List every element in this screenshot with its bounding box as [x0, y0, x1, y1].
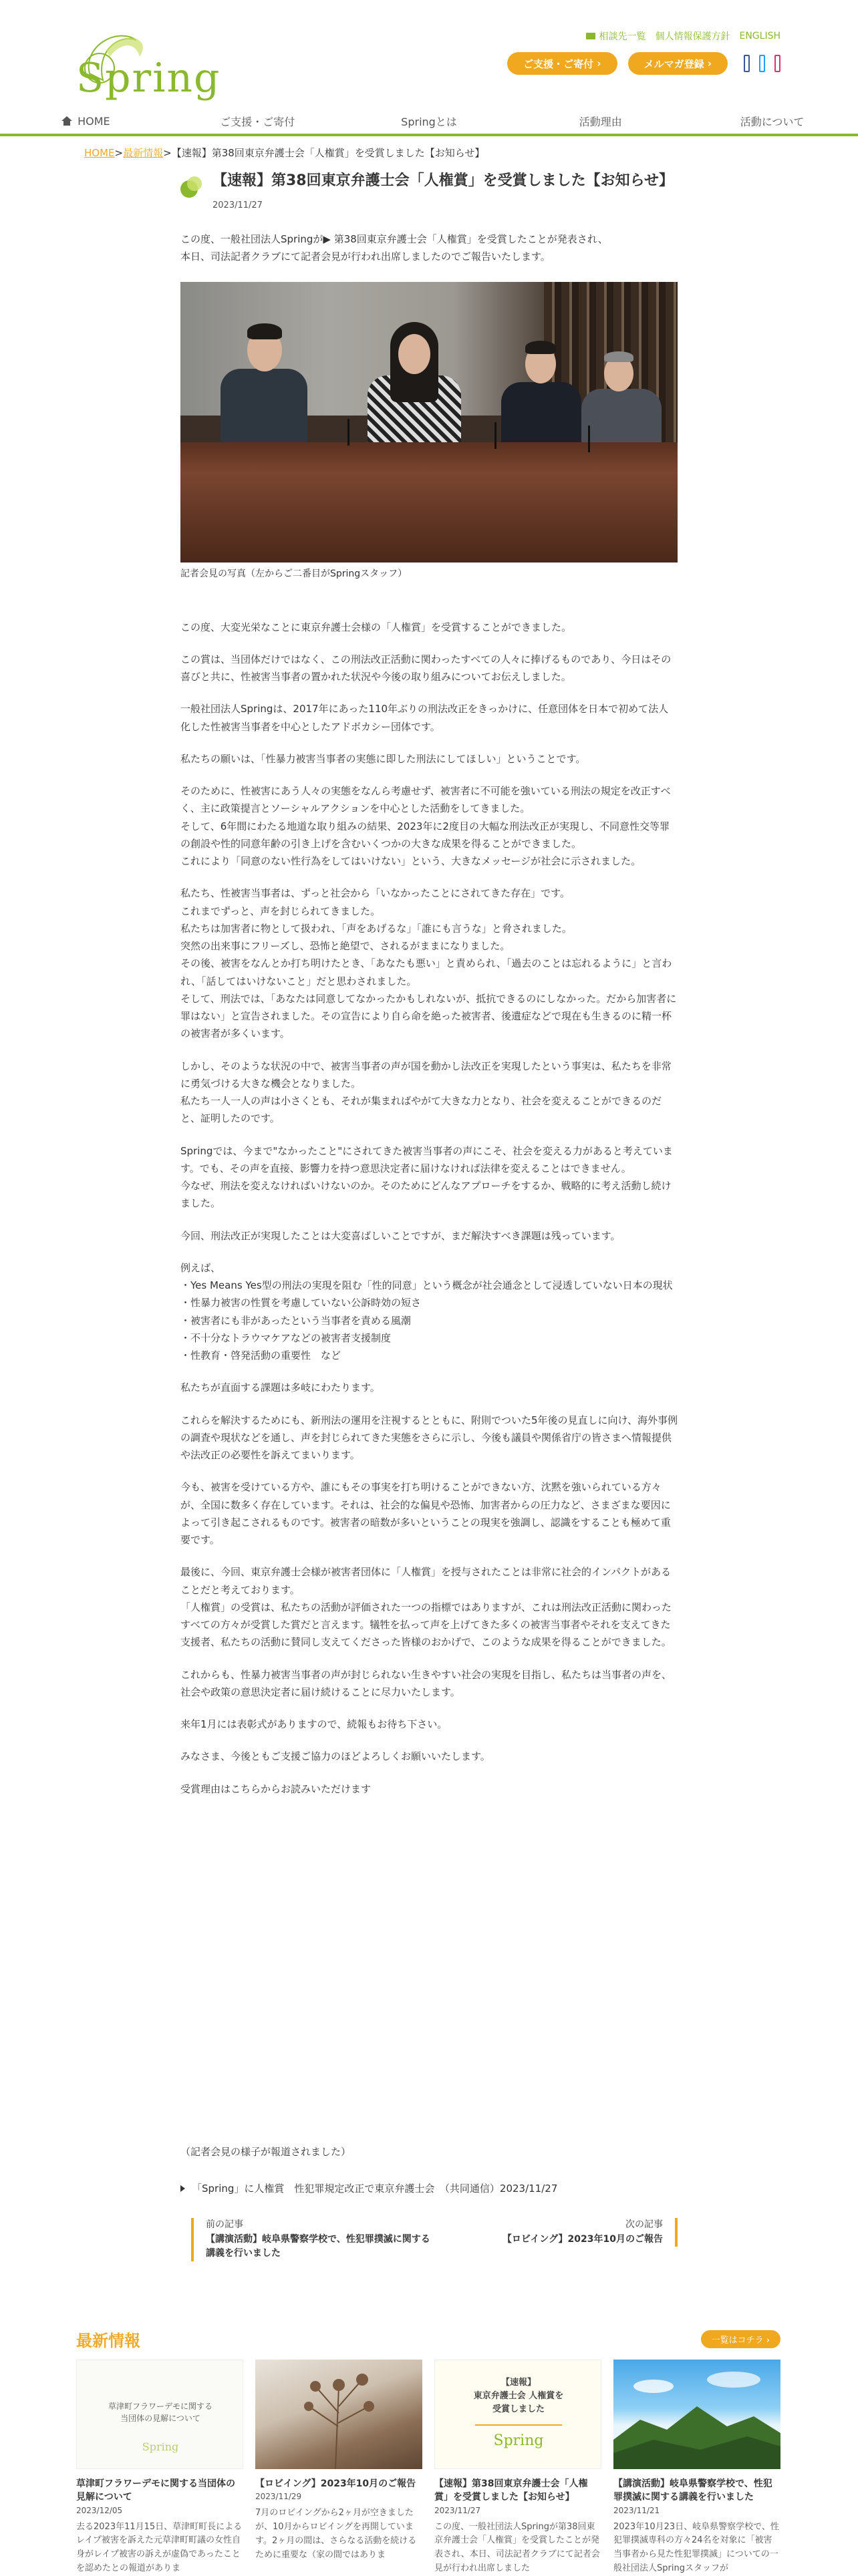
body-paragraph: みなさま、今後ともご支援ご協力のほどよろしくお願いいたします。 — [180, 1750, 490, 1763]
article-body — [180, 619, 678, 1798]
logo-text: Spring — [76, 55, 221, 102]
breadcrumb-news[interactable]: 最新情報 — [123, 147, 164, 159]
body-paragraph: 一般社団法人Springは、2017年にあった110年ぶりの刑法改正をきっかけに、任意団体を日本で初めて法人化した性被害当事者を中心としたアドボカシー団体です。 — [180, 703, 669, 733]
breadcrumb: HOME>最新情報>【速報】第38回東京弁護士会「人権賞」を受賞しました【お知らせ】 — [84, 147, 485, 159]
twitter-icon[interactable] — [759, 55, 765, 72]
award-reason-link[interactable]: 受賞理由はこちらからお読みいただけます — [180, 1782, 372, 1795]
body-paragraph: 例えば、 ・Yes Means Yes型の刑法の実現を阻む「性的同意」という概念が社会通念として浸透していない日本の現状 ・性暴力被害の性質を考慮していない公訴時効の短さ ・被害者にも非があったという当事者を責める風潮 ・不十分なトラウマケアなどの被害者支援制度 ・性教育・啓発活動の重要性 など — [180, 1261, 673, 1361]
nav-item-about[interactable]: Springとは — [401, 115, 457, 128]
body-paragraph: 最後に、今回、東京弁護士会様が被害者団体に「人権賞」を授与されたことは非常に社会的インパクトがあることだと考えております。 「人権賞」の受賞は、私たちの活動が評価された一つの指標ではありますが、これは刑法改正活動に関わったすべての方々が受賞した賞だと言えます。犠牲を払って声を上げてきた多くの被害当事者やそれを支えてきた支援者、私たちの活動に賛同し支えてくださった皆様のおかげで、このような成果を得ることができました。 — [180, 1566, 672, 1649]
mail-icon — [586, 33, 595, 39]
body-paragraph: 私たちの願いは、「性暴力被害当事者の実態に即した刑法にしてほしい」ということです。 — [180, 752, 586, 765]
related-news-link[interactable]: 「Spring」に人権賞 性犯罪規定改正で東京弁護士会 （共同通信）2023/11/27 — [180, 2181, 678, 2195]
prev-article-link[interactable]: 前の記事 【講演活動】岐阜県警察学校で、性犯罪撲滅に関する講義を行いました — [191, 2218, 432, 2261]
news-section-title: 最新情報 — [76, 2331, 140, 2350]
body-paragraph: 今回、刑法改正が実現したことは大変喜ばしいことですが、まだ解決すべき課題は残っています。 — [180, 1229, 621, 1242]
triangle-right-icon — [180, 2185, 185, 2192]
body-paragraph: 私たち、性被害当事者は、ずっと社会から「いなかったことにされてきた存在」です。 これまでずっと、声を封じられてきました。 私たちは加害者に物として扱われ、「声をあげるな」「誰にも言うな」と脅されました。 突然の出来事にフリーズし、恐怖と絶望で、されるがままになりました。 その後、被害をなんとか打ち明けたとき、「あなたも悪い」と責められ、「過去のことは忘れるように」と言われ、「話してはいけないこと」だと思わされました。 そして、刑法では、「あなたは同意してなかったかもしれないが、抵抗できるのにしなかった。だから加害者に罪はない」と宣告されました。その宣告により自ら命を絶った被害者、後遺症などで現在も生きるのに精一杯の被害者が多くいます。 — [180, 887, 677, 1040]
next-article-link[interactable]: 次の記事 【ロビイング】2023年10月のご報告 — [477, 2218, 678, 2247]
article-date: 2023/11/27 — [212, 200, 263, 210]
global-nav — [0, 108, 858, 136]
donate-button[interactable]: ご支援・ご寄付 › — [507, 52, 617, 75]
title-bubble-icon — [180, 176, 203, 199]
body-paragraph: これらを解決するためにも、新刑法の運用を注視するとともに、附則でついた5年後の見直しに向け、海外事例の調査や現状などを通し、声を封じられてきた実態をさらに示し、今後も議員や関係省庁の皆さまへ情報提供や法改正の必要性を訴えてまいります。 — [180, 1414, 678, 1461]
news-card[interactable]: 【講演活動】岐阜県警察学校で、性犯罪撲滅に関する講義を行いました 2023/11/21 2023年10月23日、岐阜県警察学校で、性犯罪撲滅専科の方々24名を対象に「被害当事者から見た性犯罪撲滅」についての一般社団法人Springスタッフが — [613, 2360, 780, 2566]
util-link-english[interactable]: ENGLISH — [739, 31, 780, 41]
press-conference-photo — [180, 282, 678, 562]
article-lead: この度、一般社団法人Springが▶ 第38回東京弁護士会「人権賞」を受賞したことが発表され、 本日、司法記者クラブにて記者会見が行われ出席しましたのでご報告いたします。 — [180, 233, 608, 263]
news-more-button[interactable]: 一覧はコチラ › — [701, 2330, 780, 2348]
news-section-header — [76, 2327, 780, 2349]
body-paragraph: 今も、被害を受けている方や、誰にもその事実を打ち明けることができない方、沈黙を強いられている方々が、全国に数多く存在しています。それは、社会的な偏見や恐怖、加害者からの圧力など、さまざまな要因によって引き起こされるものです。被害者の暗数が多いということの現実を強調し、認識をすることも極めて重要です。 — [180, 1481, 671, 1546]
news-thumb — [255, 2360, 422, 2469]
news-card[interactable]: 【速報】 東京弁護士会 人権賞を 受賞しました Spring 【速報】第38回東京弁護士会「人権賞」を受賞しました【お知らせ】 2023/11/27 この度、一般社団法人Springが第38回東京弁護士会「人権賞」を受賞したことが発表され、本日、司法記者クラブにて記者会見が行われ出席しました — [434, 2360, 601, 2566]
article-title: 【速報】第38回東京弁護士会「人権賞」を受賞しました【お知らせ】 — [212, 172, 674, 189]
press-note: （記者会見の様子が報道されました） — [180, 2146, 351, 2158]
nav-item-donate[interactable]: ご支援・ご寄付 — [220, 115, 295, 128]
utility-links — [586, 29, 780, 43]
facebook-icon[interactable] — [744, 55, 750, 72]
site-logo[interactable] — [76, 27, 230, 100]
body-paragraph: しかし、そのような状況の中で、被害当事者の声が国を動かし法改正を実現したという事実は、私たちを非常に勇気づける大きな機会となりました。 私たち一人一人の声は小さくとも、それが集まればやがて大きな力となり、社会を変えることができるのだと、証明したのです。 — [180, 1060, 672, 1125]
nav-item-activities[interactable]: 活動について — [740, 115, 805, 128]
util-link-privacy[interactable]: 個人情報保護方針 — [655, 31, 730, 42]
body-paragraph: そのために、性被害にあう人々の実態をなんら考慮せず、被害者に不可能を強いている刑法の規定を改正すべく、主に政策提言とソーシャルアクションを中心とした活動をしてきました。 そして、6年間にわたる地道な取り組みの結果、2023年に2度目の大幅な刑法改正が実現し、不同意性交等罪の創設や性的同意年齢の引き上げを含むいくつかの大きな成果を得ることができました。 これにより「同意のない性行為をしてはいけない」という、大きなメッセージが社会に示されました。 — [180, 785, 671, 867]
header-buttons — [507, 52, 780, 75]
breadcrumb-home[interactable]: HOME — [84, 147, 115, 159]
sns-links — [744, 55, 780, 72]
article-pager — [180, 2218, 678, 2258]
news-cards — [76, 2360, 780, 2573]
article — [180, 171, 678, 1812]
news-card[interactable]: 【ロビイング】2023年10月のご報告 2023/11/29 7月のロビイングから2ヶ月が空きましたが、10月からロビイングを再開しています。2ヶ月の間は、さらなる活動を続けるために重要な（家の間ではありま — [255, 2360, 422, 2566]
photo-caption: 記者会見の写真（左からご二番目がSpringスタッフ） — [180, 568, 408, 579]
site-header — [0, 0, 858, 107]
util-link-contacts[interactable]: 相談先一覧 — [586, 29, 646, 43]
dried-plant-photo — [255, 2360, 422, 2469]
breadcrumb-current: 【速報】第38回東京弁護士会「人権賞」を受賞しました【お知らせ】 — [171, 147, 485, 159]
body-paragraph: Springでは、今まで"なかったこと"にされてきた被害当事者の声にこそ、社会を変える力があると考えています。でも、その声を直接、影響力を持つ意思決定者に届けなければ法律を変えることはできません。 今なぜ、刑法を変えなければいけないのか。そのためにどんなアプローチをするか、戦略的に考え活動し続けました。 — [180, 1144, 673, 1210]
instagram-icon[interactable] — [774, 55, 780, 72]
landscape-photo — [613, 2360, 780, 2469]
body-paragraph: この賞は、当団体だけではなく、この刑法改正活動に関わったすべての人々に捧げるものであり、今日はその喜びと共に、性被害当事者の置かれた状況や今後の取り組みについてお伝えしました。 — [180, 653, 672, 683]
news-thumb: 【速報】 東京弁護士会 人権賞を 受賞しました Spring — [434, 2360, 601, 2469]
home-icon — [61, 116, 72, 126]
nav-item-home[interactable]: HOME — [0, 108, 172, 134]
news-thumb — [613, 2360, 780, 2469]
news-thumb: 草津町フラワーデモに関する 当団体の見解について Spring — [76, 2360, 243, 2469]
body-paragraph: 私たちが直面する課題は多岐にわたります。 — [180, 1382, 380, 1394]
news-card[interactable]: 草津町フラワーデモに関する 当団体の見解について Spring 草津町フラワーデモに関する当団体の見解について 2023/12/05 去る2023年11月15日、草津町町長によるレイプ被害を訴えた元草津町町議の女性自身がレイプ被害の訴えが虚偽であったことを認めたとの報道がありま — [76, 2360, 243, 2566]
mailmag-button[interactable]: メルマガ登録 › — [628, 52, 728, 75]
body-paragraph: これからも、性暴力被害当事者の声が封じられない生きやすい社会の実現を目指し、私たちは当事者の声を、社会や政策の意思決定者に届け続けることに尽力いたします。 — [180, 1668, 672, 1698]
article-footer — [180, 2144, 678, 2195]
body-paragraph: 来年1月には表彰式がありますので、続報もお待ち下さい。 — [180, 1718, 448, 1730]
nav-item-reason[interactable]: 活動理由 — [579, 115, 622, 128]
body-paragraph: この度、大変光栄なことに東京弁護士会様の「人権賞」を受賞することができました。 — [180, 621, 572, 633]
